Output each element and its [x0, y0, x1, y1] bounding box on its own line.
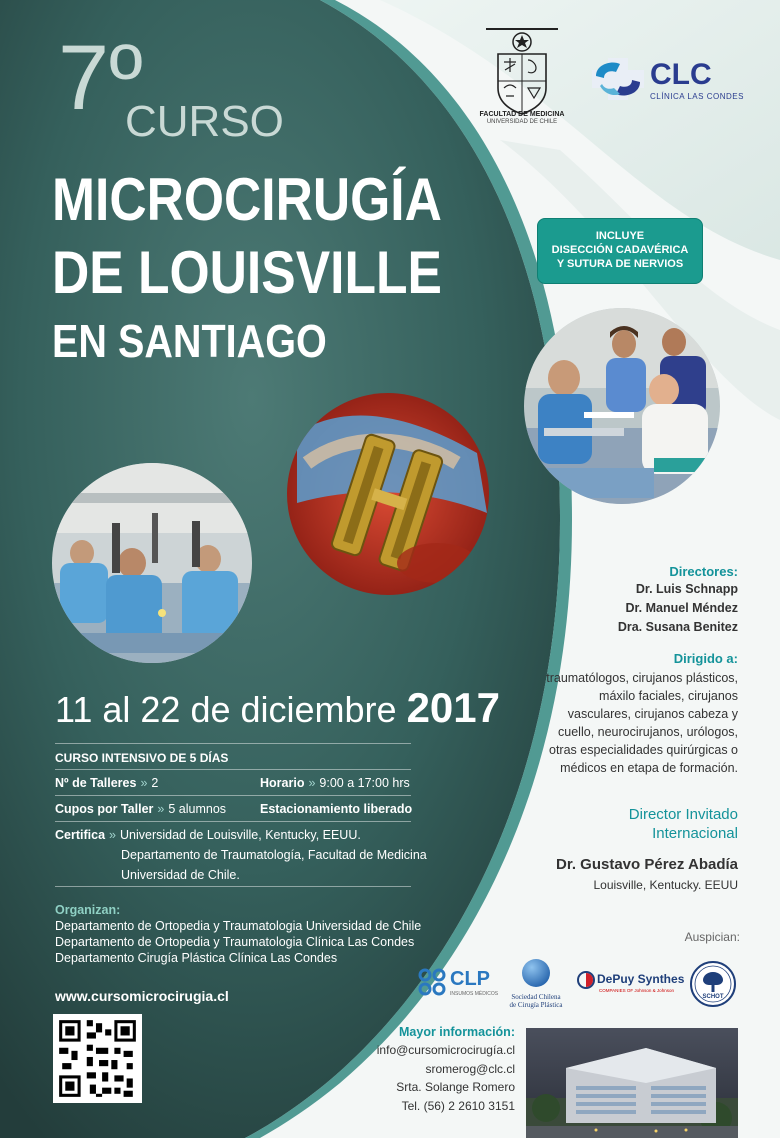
contact-email-2[interactable]: sromerog@clc.cl — [425, 1061, 515, 1076]
scp-logo — [502, 958, 570, 1008]
audience-line: médicos en etapa de formación. — [560, 761, 738, 775]
course-ordinal: 7º — [58, 27, 143, 129]
scp-globe-icon — [521, 958, 551, 988]
scp-line-2: de Cirugía Plástica — [509, 1001, 563, 1009]
microsurgery-photo — [287, 393, 489, 595]
schedule-label: Horario — [260, 776, 305, 790]
arrow-glyph: » — [140, 776, 148, 790]
title-line-2: DE LOUISVILLE — [52, 239, 442, 306]
arrow-glyph: » — [109, 828, 116, 842]
scp-line-1: Sociedad Chilena — [511, 993, 561, 1001]
guest-director-label-2: Internacional — [652, 825, 738, 842]
guest-director-name: Dr. Gustavo Pérez Abadía — [555, 856, 738, 873]
organizer-line: Departamento de Ortopedia y Traumatologia Clínica Las Condes — [55, 935, 415, 949]
certification-label: Certifica — [55, 828, 106, 842]
contact-phone[interactable]: Tel. (56) 2 2610 3151 — [401, 1098, 515, 1113]
training-lab-photo — [52, 463, 252, 663]
free-parking: Estacionamiento liberado — [260, 802, 413, 816]
divider — [55, 743, 411, 744]
depuy-mark-icon — [577, 971, 595, 989]
contact-label: Mayor información: — [399, 1025, 515, 1039]
certification-line-1: Universidad de Louisville, Kentucky, EEUU. — [119, 828, 361, 842]
workshops-label: Nº de Talleres — [55, 776, 137, 790]
clp-logo — [418, 966, 500, 1002]
intensive-course-label: CURSO INTENSIVO DE 5 DÍAS — [55, 751, 229, 765]
organizers-label: Organizan: — [55, 903, 121, 917]
audience-line: vasculares, cirujanos cabeza y — [567, 707, 738, 721]
director-name: Dra. Susana Benitez — [617, 620, 738, 634]
audience-line: otras especialidades quirúrgicas o — [549, 743, 738, 757]
depuy-name: DePuy Synthes — [597, 972, 685, 986]
arrow-glyph: » — [157, 802, 165, 816]
course-word: CURSO — [125, 97, 284, 146]
clp-name: CLP — [450, 968, 490, 990]
clc-logo-name: CLC — [650, 58, 712, 91]
guest-director-label-1: Director Invitado — [628, 806, 738, 823]
seats-per-workshop — [55, 802, 226, 816]
clc-cross-logo — [590, 56, 646, 102]
director-name: Dr. Luis Schnapp — [635, 582, 738, 596]
course-dates — [55, 684, 500, 732]
divider — [55, 769, 411, 770]
workshops-count — [55, 776, 158, 790]
director-name: Dr. Manuel Méndez — [625, 601, 738, 615]
certification-line-2: Departamento de Traumatología, Facultad de Medicina — [121, 848, 427, 862]
divider — [55, 821, 411, 822]
audience-line: máxilo faciales, cirujanos — [599, 689, 738, 703]
badge-line-2: DISECCIÓN CADAVÉRICA — [551, 244, 689, 256]
uchile-logo-line-2: UNIVERSIDAD DE CHILE — [486, 119, 558, 125]
clp-knot-icon — [418, 968, 446, 996]
badge-line-3: Y SUTURA DE NERVIOS — [556, 258, 684, 270]
audience-line: cuello, neurocirujanos, urólogos, — [558, 725, 738, 739]
divider — [55, 795, 411, 796]
schedule-value: 9:00 a 17:00 hrs — [319, 776, 410, 790]
divider — [55, 886, 411, 887]
contact-email-1[interactable]: info@cursomicrocirugía.cl — [376, 1043, 515, 1057]
depuy-logo — [577, 970, 683, 1000]
organizer-line: Departamento Cirugía Plástica Clínica Las Condes — [55, 951, 338, 965]
team-workshop-photo — [524, 308, 720, 504]
organizer-line: Departamento de Ortopedia y Traumatologia Universidad de Chile — [55, 919, 422, 933]
arrow-glyph: » — [308, 776, 316, 790]
date-year: 2017 — [406, 684, 500, 731]
sponsors-label: Auspician: — [684, 930, 740, 944]
seats-label: Cupos por Taller — [55, 802, 154, 816]
clc-logo-subtitle: CLÍNICA LAS CONDES — [650, 92, 744, 101]
depuy-subtitle: COMPANIES OF Johnson & Johnson — [599, 988, 674, 993]
clp-subtitle: INSUMOS MÉDICOS — [450, 991, 499, 997]
schot-tree-emblem — [689, 960, 737, 1008]
schot-name: SCHOT — [702, 994, 724, 1000]
workshops-value: 2 — [151, 776, 159, 790]
schot-logo — [689, 960, 737, 1008]
audience-label: Dirigido a: — [673, 651, 738, 666]
qr-code[interactable] — [53, 1014, 142, 1103]
guest-director-place: Louisville, Kentucky. EEUU — [593, 878, 738, 892]
certification-line-3: Universidad de Chile. — [121, 868, 240, 882]
contact-person: Srta. Solange Romero — [396, 1080, 515, 1094]
includes-badge — [537, 218, 703, 284]
date-range: 11 al 22 de diciembre — [55, 689, 397, 730]
title-line-3: EN SANTIAGO — [52, 315, 327, 367]
title-line-1: MICROCIRUGÍA — [52, 166, 442, 233]
clinic-building-photo — [526, 1028, 738, 1138]
schedule — [260, 776, 410, 790]
website-link[interactable]: www.cursomicrocirugia.cl — [55, 988, 229, 1004]
certification — [55, 828, 361, 842]
audience-line: traumatólogos, cirujanos plásticos, — [546, 671, 738, 685]
directors-label: Directores: — [669, 564, 738, 579]
uchile-logo-line-1: FACULTAD DE MEDICINA — [479, 111, 565, 118]
contact-block — [377, 1025, 515, 1115]
badge-line-1: INCLUYE — [595, 230, 645, 242]
seats-value: 5 alumnos — [168, 802, 227, 816]
